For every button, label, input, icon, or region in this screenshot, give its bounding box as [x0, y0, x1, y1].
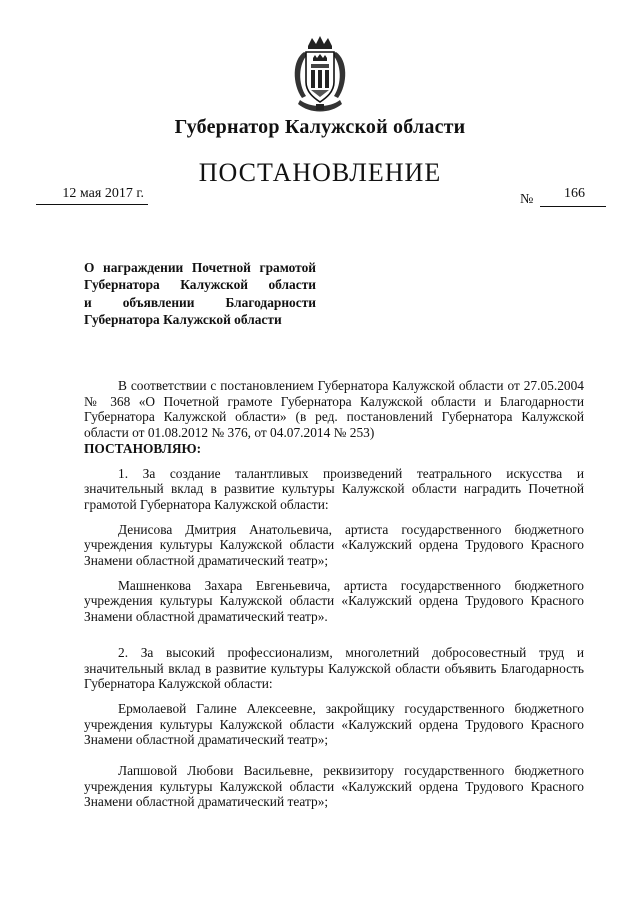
number-block: [520, 186, 606, 210]
date-block: [36, 186, 148, 205]
award-paragraph: Денисова Дмитрия Анатольевича, артиста государственного бюджетного учреждения культуры Калужской области «Калужский ордена Трудового Красного Знамени областной драматический театр»;: [84, 521, 584, 569]
document-body: [84, 378, 584, 819]
subject-line: О награждении Почетной грамотой: [84, 260, 316, 275]
thanks-paragraph: Лапшовой Любови Васильевне, реквизитору государственного бюджетного учреждения культуры Калужской области «Калужский ордена Трудового Красного Знамени областной драматический театр»;: [84, 763, 584, 810]
item-1-paragraph: 1. За создание талантливых произведений театрального искусства и значительный вклад в развитие культуры Калужской области наградить Почетной грамотой Губернатора Калужской области:: [84, 465, 584, 512]
subject-line: и объявлении Благодарности: [84, 294, 316, 310]
date-underline: [36, 204, 148, 205]
coat-of-arms-emblem: [286, 34, 354, 114]
preamble-paragraph: В соответствии с постановлением Губернатора Калужской области от 27.05.2004 № 368 «О Почетной грамоте Губернатора Калужской области и Благодарности Губернатора Калужской области» (в ред. постановлений Губернатора Калужской области от 01.08.2012 № 376, от 04.07.2014 № 253): [84, 378, 584, 441]
number-sign: №: [520, 192, 534, 207]
resolve-heading: [84, 441, 584, 457]
resolve-text: ПОСТАНОВЛЯЮ:: [84, 440, 202, 456]
document-type-title: ПОСТАНОВЛЕНИЕ: [198, 158, 442, 187]
document-date: 12 мая 2017 г.: [62, 186, 144, 201]
paragraph-spacer: [84, 634, 584, 645]
governor-title: Губернатор Калужской области: [174, 116, 466, 138]
subject-line: Губернатора Калужской области: [84, 277, 316, 293]
award-paragraph: Машненкова Захара Евгеньевича, артиста государственного бюджетного учреждения культуры Калужской области «Калужский ордена Трудового Красного Знамени областной драматический театр».: [84, 577, 584, 625]
number-underline: [540, 206, 606, 207]
document-number: 166: [564, 186, 585, 201]
thanks-paragraph: Ермолаевой Галине Алексеевне, закройщику государственного бюджетного учреждения культуры Калужской области «Калужский ордена Трудового Красного Знамени областной драматический театр»;: [84, 700, 584, 748]
item-2-paragraph: 2. За высокий профессионализм, многолетний добросовестный труд и значительный вклад в развитие культуры Калужской области объявить Благодарность Губернатора Калужской области:: [84, 644, 584, 692]
subject-line: Губернатора Калужской области: [84, 312, 282, 328]
document-subject: [84, 259, 316, 329]
